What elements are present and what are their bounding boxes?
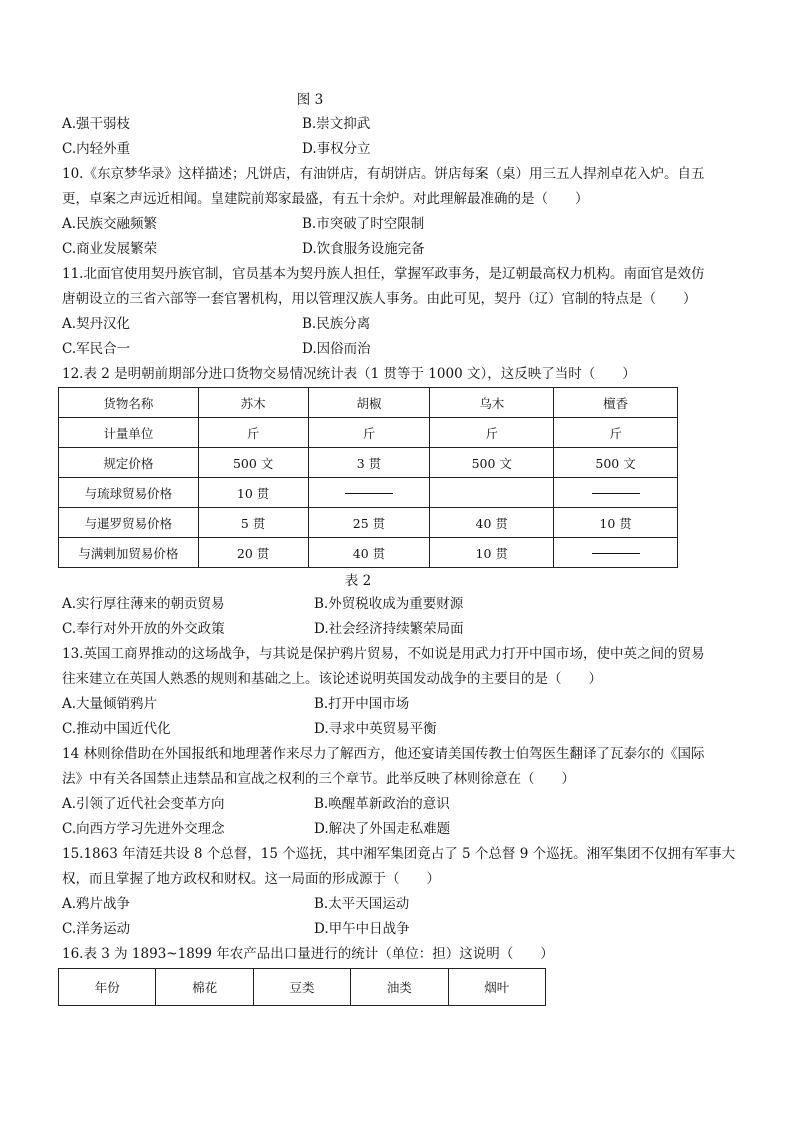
q9-option-a[interactable]: A.强干弱枝 (62, 116, 131, 132)
q9-option-b[interactable]: B.崇文抑武 (302, 116, 371, 132)
table-header-cell: 棉花 (156, 969, 253, 1006)
table-cell: 5 贯 (198, 508, 308, 538)
q10-option-b[interactable]: B.市突破了时空限制 (302, 216, 425, 232)
q13-options-row1 (62, 692, 742, 717)
table-cell: 500 文 (430, 448, 554, 478)
q12-options-row1 (62, 592, 742, 617)
q10-options-row1 (62, 212, 742, 237)
table-header-cell: 年份 (59, 969, 156, 1006)
q10-option-c[interactable]: C.商业发展繁荣 (62, 241, 158, 257)
table-cell (554, 538, 678, 568)
table-cell (308, 478, 430, 508)
table-cell: 40 贯 (308, 538, 430, 568)
q16-stem: 16.表 3 为 1893~1899 年农产品出口量进行的统计（单位：担）这说明（ ） (62, 946, 554, 962)
q11-options-row2 (62, 337, 742, 362)
q9-options-row1 (62, 112, 742, 137)
q13-stem-line2: 往来建立在英国人熟悉的规则和基础之上。该论述说明英国发动战争的主要目的是（ ） (62, 671, 602, 687)
q12-table (58, 387, 678, 568)
table-header-cell: 烟叶 (448, 969, 545, 1006)
q14-options-row1 (62, 792, 742, 817)
table-header-row (59, 388, 678, 418)
table-header-cell: 油类 (351, 969, 448, 1006)
q16-table (58, 968, 546, 1006)
q15-stem-line1: 15.1863 年清廷共设 8 个总督，15 个巡抚，其中湘军集团竟占了 5 个总督 9 个巡抚。湘军集团不仅拥有军事大 (62, 846, 736, 862)
q12-options-row2 (62, 617, 742, 642)
table-row-label: 与满剌加贸易价格 (59, 538, 199, 568)
table-row (59, 418, 678, 448)
q14-stem-line1: 14 林则徐借助在外国报纸和地理著作来尽力了解西方，他还宴请美国传教士伯驾医生翻译了瓦泰尔的《国际 (62, 746, 705, 762)
table-cell: 500 文 (554, 448, 678, 478)
q9-option-c[interactable]: C.内轻外重 (62, 141, 131, 157)
q15-option-c[interactable]: C.洋务运动 (62, 921, 131, 937)
q11-stem-line2: 唐朝设立的三省六部等一套官署机构，用以管理汉族人事务。由此可见，契丹（辽）官制的特点是（ ） (62, 291, 697, 307)
q11-option-d[interactable]: D.因俗而治 (302, 341, 371, 357)
q9-options-row2 (62, 137, 742, 162)
q10-stem-line2: 更，卓案之声远近相闻。皇建院前郑家最盛，有五十余炉。对此理解最准确的是（ ） (62, 191, 589, 207)
q12-option-c[interactable]: C.奉行对外开放的外交政策 (62, 621, 225, 637)
table-row-label: 与暹罗贸易价格 (59, 508, 199, 538)
table-cell: 500 文 (198, 448, 308, 478)
table-cell: 斤 (198, 418, 308, 448)
table-header-cell: 胡椒 (308, 388, 430, 418)
q11-option-b[interactable]: B.民族分离 (302, 316, 371, 332)
table-cell: 3 贯 (308, 448, 430, 478)
q14-options-row2 (62, 817, 742, 842)
table-cell: 斤 (308, 418, 430, 448)
q10-option-a[interactable]: A.民族交融频繁 (62, 216, 158, 232)
table-cell: 斤 (554, 418, 678, 448)
q11-option-c[interactable]: C.军民合一 (62, 341, 131, 357)
table-header-row (59, 969, 546, 1006)
blank-line (592, 553, 640, 554)
table-cell: 斤 (430, 418, 554, 448)
q15-option-a[interactable]: A.鸦片战争 (62, 896, 131, 912)
table-cell: 25 贯 (308, 508, 430, 538)
table-header-cell: 豆类 (253, 969, 350, 1006)
q13-options-row2 (62, 717, 742, 742)
table-row-label: 规定价格 (59, 448, 199, 478)
q12-option-b[interactable]: B.外贸税收成为重要财源 (314, 596, 464, 612)
q13-option-d[interactable]: D.寻求中英贸易平衡 (314, 721, 437, 737)
table-2-caption: 表 2 (344, 573, 372, 589)
q13-option-c[interactable]: C.推动中国近代化 (62, 721, 171, 737)
table-row-label: 与琉球贸易价格 (59, 478, 199, 508)
q15-options-row2 (62, 917, 742, 942)
q10-option-d[interactable]: D.饮食服务设施完备 (302, 241, 425, 257)
blank-line (592, 493, 640, 494)
q10-options-row2 (62, 237, 742, 262)
table-cell (554, 478, 678, 508)
q12-option-a[interactable]: A.实行厚往薄来的朝贡贸易 (62, 596, 225, 612)
blank-line (345, 493, 393, 494)
q15-options-row1 (62, 892, 742, 917)
table-cell: 20 贯 (198, 538, 308, 568)
table-row (59, 448, 678, 478)
q13-stem-line1: 13.英国工商界推动的这场战争，与其说是保护鸦片贸易，不如说是用武力打开中国市场，使中英之间的贸易 (62, 646, 705, 662)
table-row (59, 508, 678, 538)
q13-option-a[interactable]: A.大量倾销鸦片 (62, 696, 158, 712)
table-row (59, 538, 678, 568)
table-row (59, 478, 678, 508)
table-cell: 10 贯 (198, 478, 308, 508)
table-header-cell: 檀香 (554, 388, 678, 418)
q11-options-row1 (62, 312, 742, 337)
table-header-cell: 货物名称 (59, 388, 199, 418)
q14-option-d[interactable]: D.解决了外国走私难题 (314, 821, 451, 837)
table-row-label: 计量单位 (59, 418, 199, 448)
table-header-cell: 乌木 (430, 388, 554, 418)
table-cell (430, 478, 554, 508)
q12-stem: 12.表 2 是明朝前期部分进口货物交易情况统计表（1 贯等于 1000 文），这反映了当时（ ） (62, 366, 636, 382)
q11-stem-line1: 11.北面官使用契丹族官制，官员基本为契丹族人担任，掌握军政事务，是辽朝最高权力机构。南面官是效仿 (62, 266, 705, 282)
q15-option-b[interactable]: B.太平天国运动 (314, 896, 410, 912)
figure-caption: 图 3 (296, 92, 324, 108)
table-cell: 10 贯 (430, 538, 554, 568)
q14-option-b[interactable]: B.唤醒革新政治的意识 (314, 796, 450, 812)
q14-option-a[interactable]: A.引领了近代社会变革方向 (62, 796, 225, 812)
table-cell: 10 贯 (554, 508, 678, 538)
table-header-cell: 苏木 (198, 388, 308, 418)
table-cell: 40 贯 (430, 508, 554, 538)
q14-stem-line2: 法》中有关各国禁止违禁品和宣战之权利的三个章节。此举反映了林则徐意在（ ） (62, 771, 575, 787)
q13-option-b[interactable]: B.打开中国市场 (314, 696, 410, 712)
q15-stem-line2: 权，而且掌握了地方政权和财权。这一局面的形成源于（ ） (62, 871, 440, 887)
q10-stem-line1: 10.《东京梦华录》这样描述；凡饼店，有油饼店，有胡饼店。饼店每案（桌）用三五人捍剂卓花入炉。自五 (62, 166, 705, 182)
q11-option-a[interactable]: A.契丹汉化 (62, 316, 131, 332)
q15-option-d[interactable]: D.甲午中日战争 (314, 921, 410, 937)
q12-option-d[interactable]: D.社会经济持续繁荣局面 (314, 621, 464, 637)
q14-option-c[interactable]: C.向西方学习先进外交理念 (62, 821, 225, 837)
q9-option-d[interactable]: D.事权分立 (302, 141, 371, 157)
